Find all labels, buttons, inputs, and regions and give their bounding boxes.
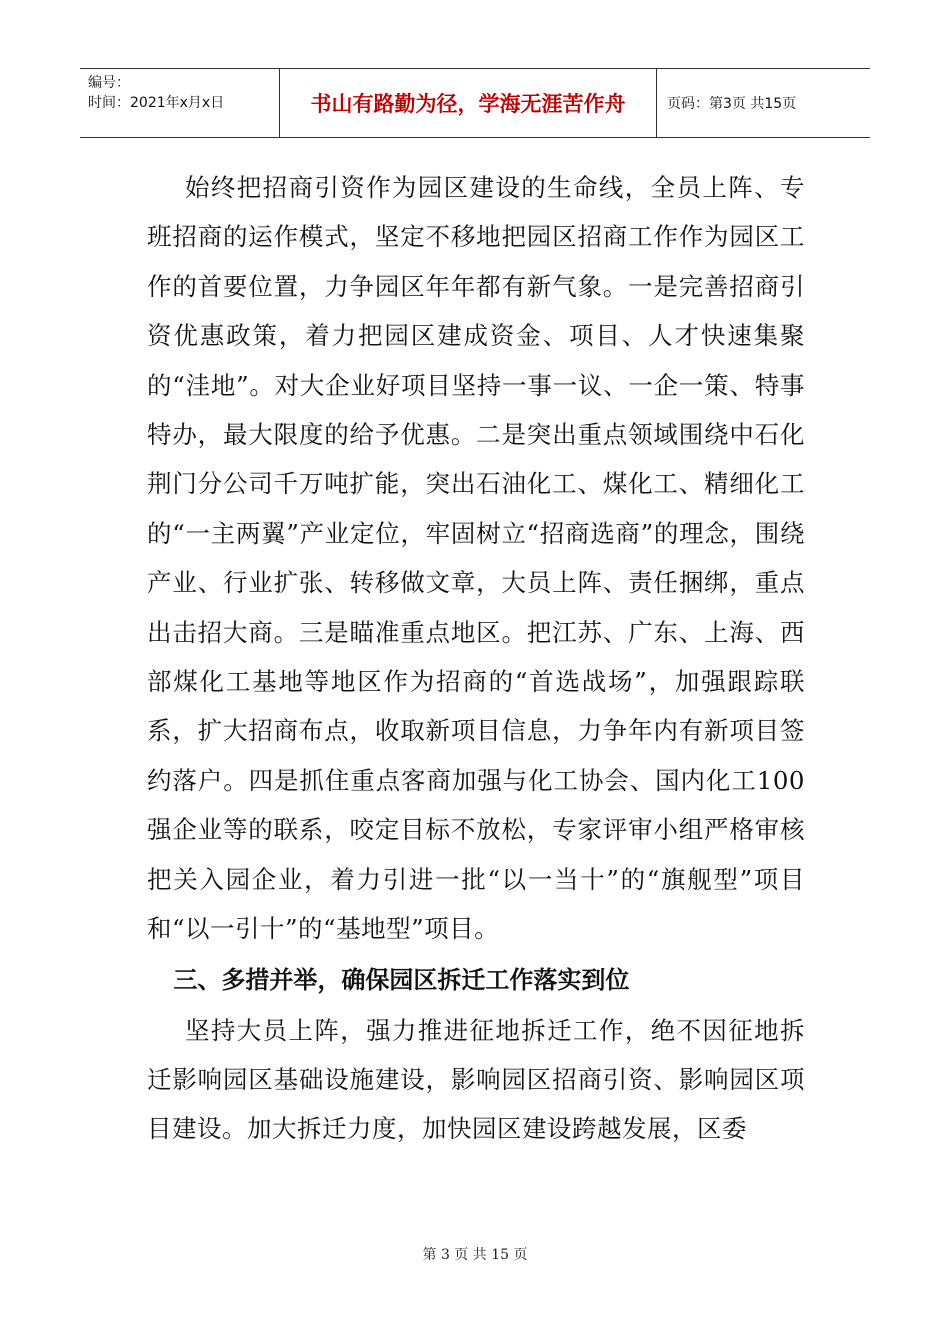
document-number-label: 编号：: [88, 75, 130, 91]
section-heading: 三、多措并举，确保园区拆迁工作落实到位: [173, 965, 630, 994]
body-paragraph-2: 坚持大员上阵，强力推进征地拆迁工作，绝不因征地拆迁影响园区基础设施建设，影响园区招商引资、影响园区项目建设。加大拆迁力度，加快园区建设跨越发展，区委: [147, 1015, 805, 1144]
page-footer: 第 3 页 共 15 页: [422, 1247, 528, 1263]
body-paragraph-1: 始终把招商引资作为园区建设的生命线，全员上阵、专班招商的运作模式，坚定不移地把园区招商工作作为园区工作的首要位置，力争园区年年都有新气象。一是完善招商引资优惠政策，着力把园区建成资金、项目、人才快速集聚的“洼地”。对大企业好项目坚持一事一议、一企一策、特事特办，最大限度的给予优惠。二是突出重点领域围绕中石化荆门分公司千万吨扩能，突出石油化工、煤化工、精细化工的“一主两翼”产业定位，牢固树立“招商选商”的理念，围绕产业、行业扩张、转移做文章，大员上阵、责任捆绑，重点出击招大商。三是瞄准重点地区。把江苏、广东、上海、西部煤化工基地等地区作为招商的“首选战场”，加强跟踪联系，扩大招商布点，收取新项目信息，力争年内有新项目签约落户。四是抓住重点客商加强与化工协会、国内化工100强企业等的联系，咬定目标不放松，专家评审小组严格审核把关入园企业，着力引进一批“以一当十”的“旗舰型”项目和“以一引十”的“基地型”项目。: [147, 173, 805, 944]
page-header: [80, 68, 870, 138]
document-body: [147, 163, 805, 1154]
document-time-label: 时间：2021年x月x日: [88, 95, 225, 111]
header-motto: 书山有路勤为径，学海无涯苦作舟: [280, 69, 657, 137]
header-page-info: 页码：第3页 共15页: [667, 96, 797, 112]
header-meta: [80, 69, 280, 137]
